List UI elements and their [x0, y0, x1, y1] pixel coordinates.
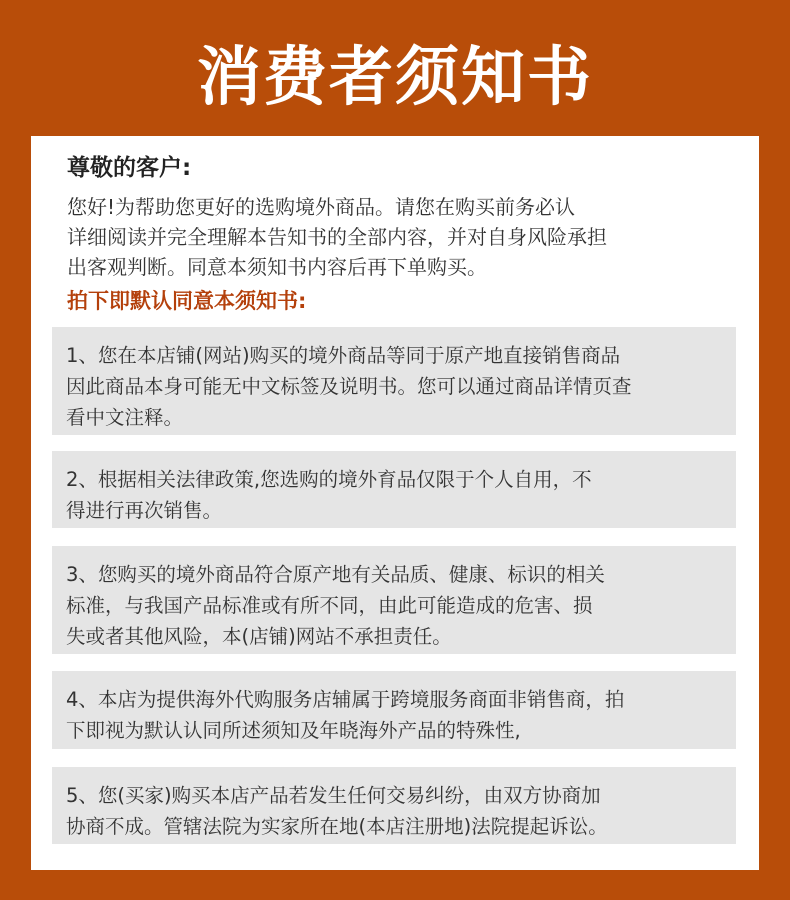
clause-box [52, 767, 736, 844]
clause-line: 失或者其他风险，本(店铺)网站不承担责任。 [66, 625, 452, 648]
clause-line: 看中文注释。 [66, 406, 184, 429]
clause-line: 5、您(买家)购买本店产品若发生任何交易纠纷，由双方协商加 [66, 784, 601, 807]
clause-box [52, 546, 736, 654]
clause-box [52, 327, 736, 435]
page-title: 消费者须知书 [197, 41, 593, 115]
clause-line: 因此商品本身可能无中文标签及说明书。您可以通过商品详情页查 [66, 375, 632, 398]
clause-line: 1、您在本店铺(网站)购买的境外商品等同于原产地直接销售商品 [66, 344, 621, 367]
clause-line: 标准，与我国产品标准或有所不同，由此可能造成的危害、损 [66, 594, 593, 617]
clause-box [52, 671, 736, 749]
notice-panel [31, 136, 759, 870]
clause-line: 下即视为默认认同所述须知及年晓海外产品的特殊性, [66, 719, 521, 742]
clause-line: 3、您购买的境外商品符合原产地有关品质、健康、标识的相关 [66, 563, 605, 586]
clause-line: 得进行再次销售。 [66, 499, 223, 522]
clause-line: 协商不成。管辖法院为实家所在地(本店注册地)法院提起诉讼。 [66, 815, 608, 838]
clause-box [52, 451, 736, 528]
agreement-heading: 拍下即默认同意本须知书: [67, 289, 307, 313]
intro-paragraph [67, 192, 717, 282]
intro-line: 详细阅读并完全理解本告知书的全部内容，并对自身风险承担 [67, 225, 607, 249]
clause-line: 2、根据相关法律政策,您选购的境外育品仅限于个人自用，不 [66, 468, 592, 491]
greeting-heading: 尊敬的客户: [67, 155, 192, 181]
intro-line: 出客观判断。同意本须知书内容后再下单购买。 [67, 255, 487, 279]
intro-line: 您好!为帮助您更好的选购境外商品。请您在购买前务必认 [67, 195, 576, 219]
clause-line: 4、本店为提供海外代购服务店辅属于跨境服务商面非销售商，拍 [66, 688, 625, 711]
